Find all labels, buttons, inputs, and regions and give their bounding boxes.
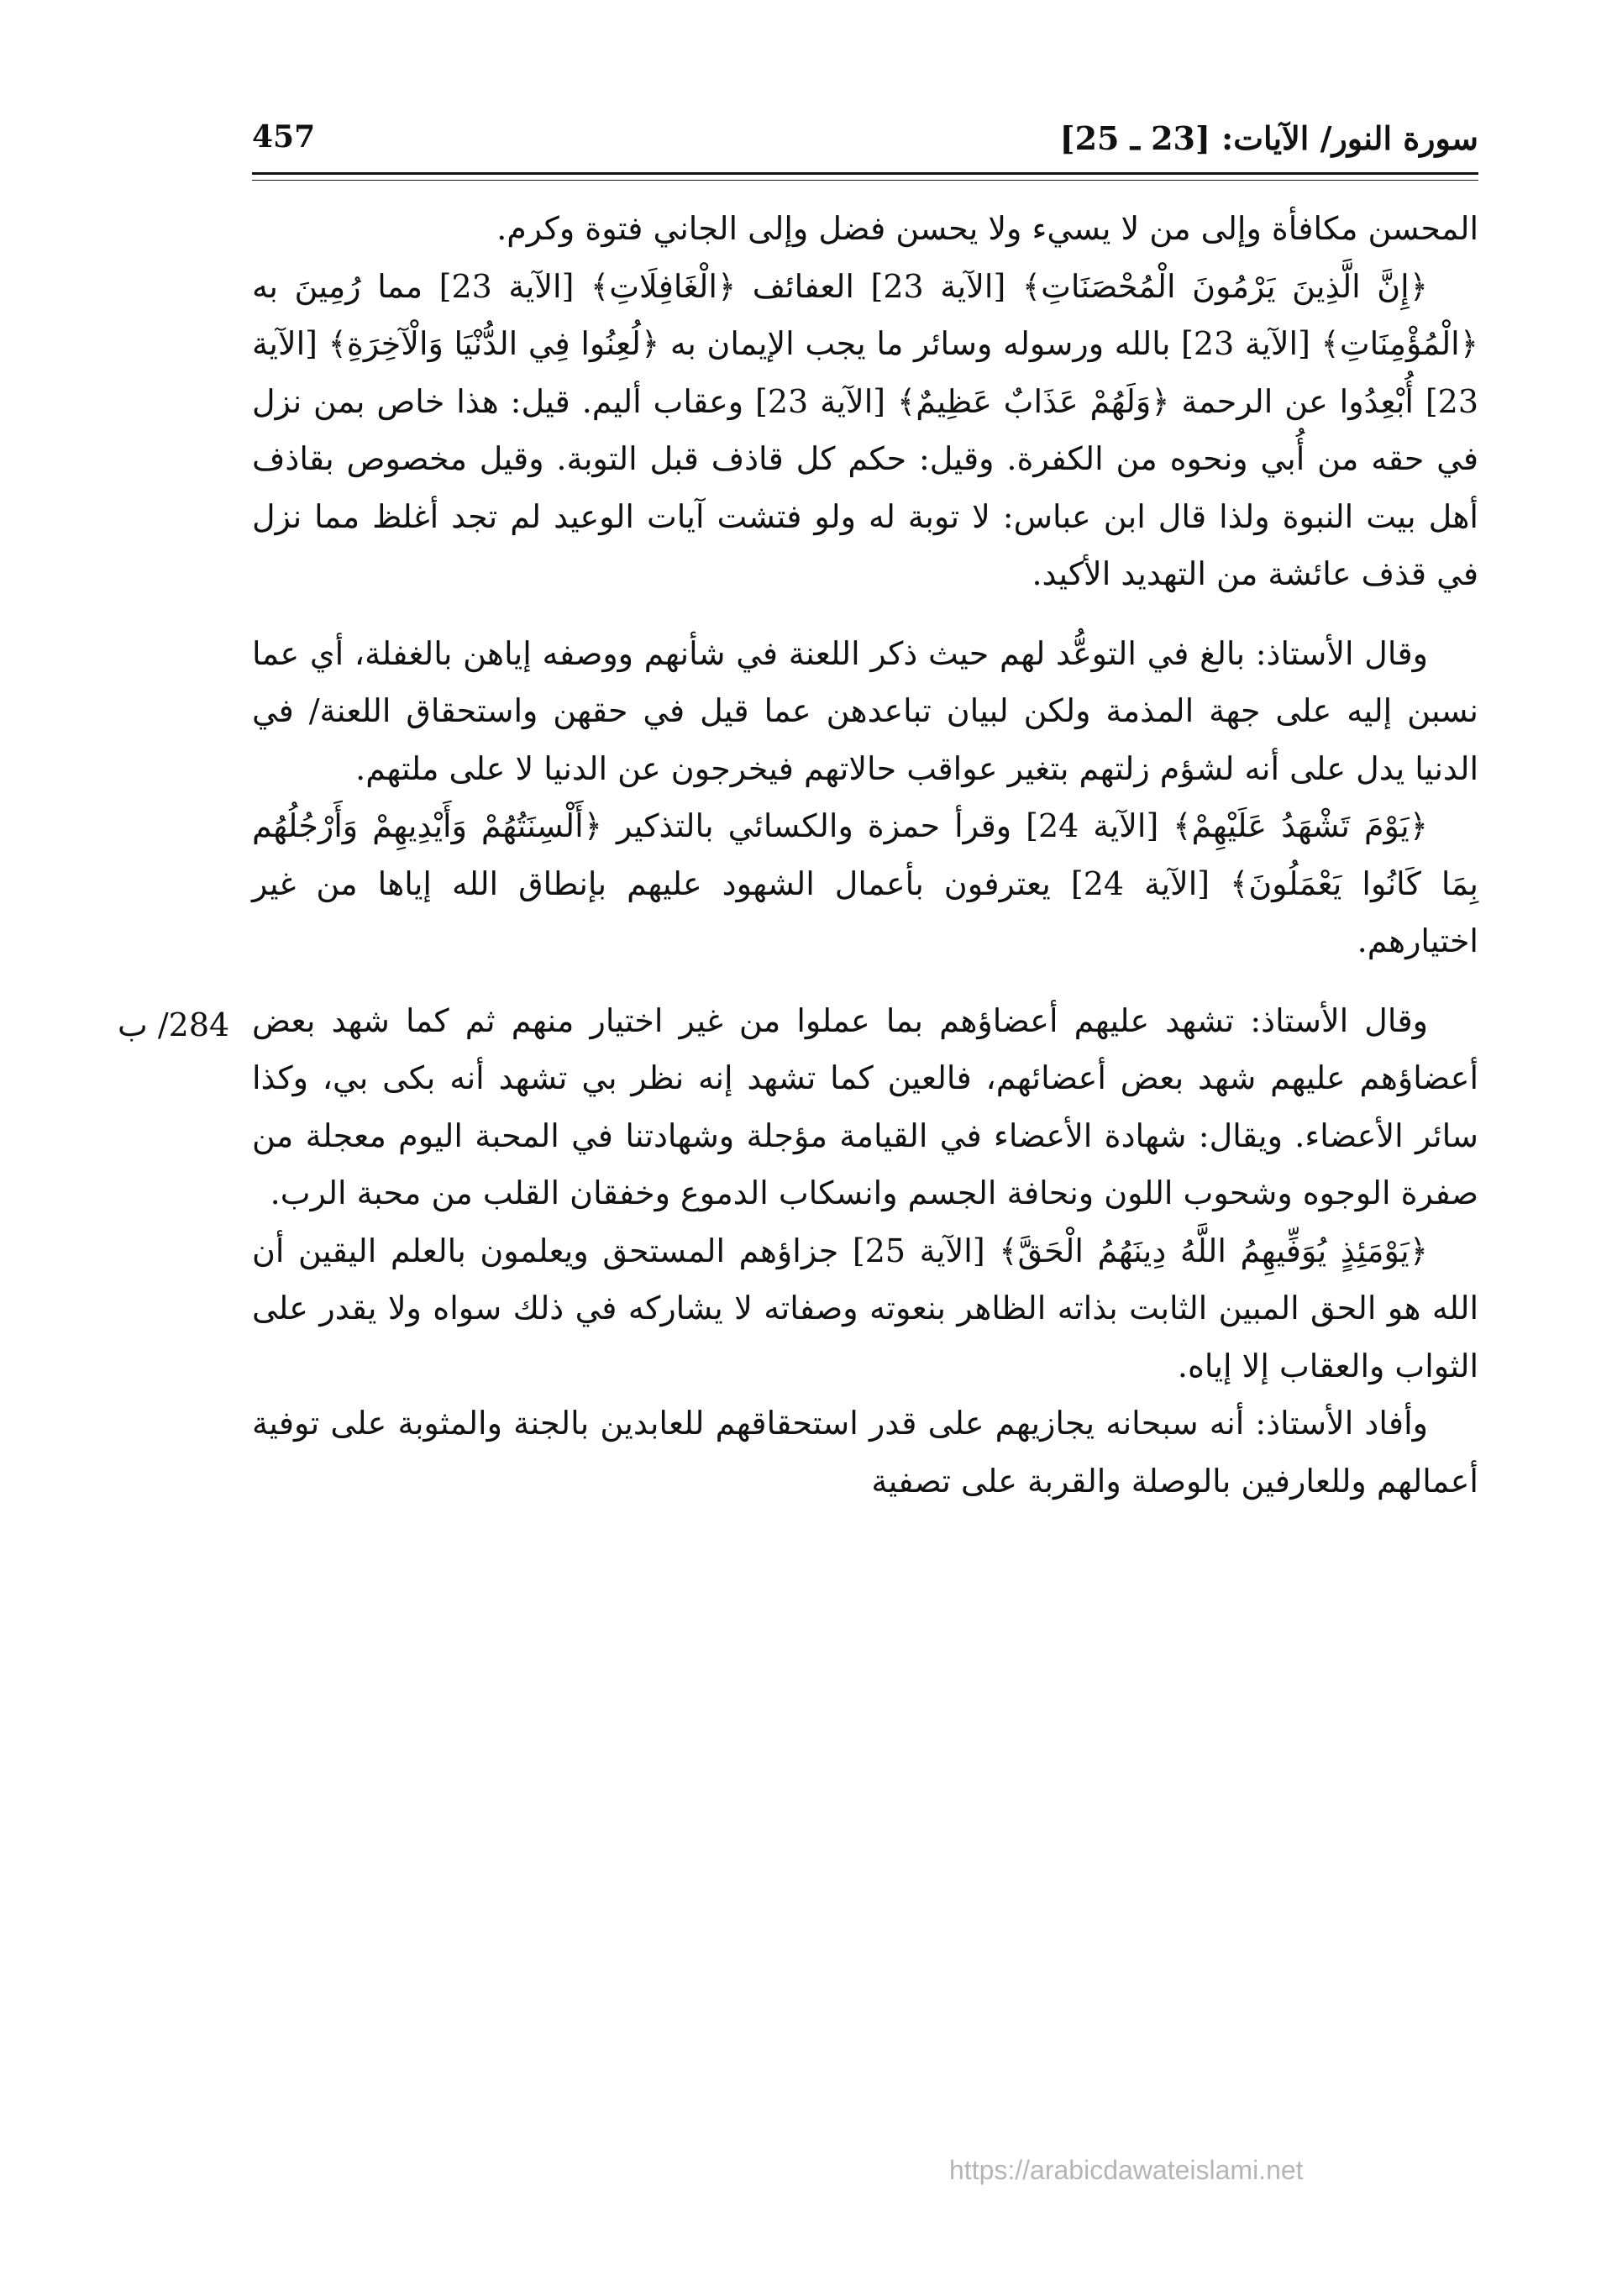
manuscript-folio-note: 284/ ب xyxy=(118,1006,230,1043)
running-title: سورة النور/ الآيات: [23 ـ 25] xyxy=(1059,119,1478,157)
paragraph-2: ﴿إِنَّ الَّذِينَ يَرْمُونَ الْمُحْصَنَاتِ﴾ [الآية 23] العفائف ﴿الْغَافِلَاتِ﴾ [الآية 23] مما رُمِينَ به ﴿الْمُؤْمِنَاتِ﴾ [الآية 23] بالله ورسوله وسائر ما يجب الإيمان به ﴿لُعِنُوا فِي الدُّنْيَا وَالْآخِرَةِ﴾ [الآية 23] أُبْعِدُوا عن الرحمة ﴿وَلَهُمْ عَذَابٌ عَظِيمٌ﴾ [الآية 23] وعقاب أليم. قيل: هذا خاص بمن نزل في حقه من أُبي ونحوه من الكفرة. وقيل: حكم كل قاذف قبل التوبة. وقيل مخصوص بقاذف أهل بيت النبوة ولذا قال ابن عباس: لا توبة له ولو فتشت آيات الوعيد لم تجد أغلظ مما نزل في قذف عائشة من التهديد الأكيد. xyxy=(252,267,1479,592)
paragraph-7: وأفاد الأستاذ: أنه سبحانه يجازيهم على قدر استحقاقهم للعابدين بالجنة والمثوبة على توفية أعمالهم وللعارفين بالوصلة والقربة على تصفية xyxy=(252,1405,1478,1500)
paragraph-6: ﴿يَوْمَئِذٍ يُوَفِّيهِمُ اللَّهُ دِينَهُمُ الْحَقَّ﴾ [الآية 25] جزاؤهم المستحق ويعلمون بالعلم اليقين أن الله هو الحق المبين الثابت بذاته الظاهر بنعوته وصفاته لا يشاركه في ذلك سواه ولا يقدر على الثواب والعقاب إلا إياه. xyxy=(252,1232,1478,1384)
page-number: 457 xyxy=(252,119,316,155)
header-rule-thick xyxy=(252,172,1478,175)
page-header xyxy=(252,119,1478,170)
paragraph-5: وقال الأستاذ: تشهد عليهم أعضاؤهم بما عملوا من غير اختيار منهم ثم كما شهد بعض أعضاؤهم عليهم شهد بعض أعضائهم، فالعين كما تشهد إنه نظر بي تشهد أنه بكى بي، وكذا سائر الأعضاء. ويقال: شهادة الأعضاء في القيامة مؤجلة وشهادتنا في المحبة اليوم معجلة من صفرة الوجوه وشحوب اللون ونحافة الجسم وانسكاب الدموع وخفقان القلب من محبة الرب. xyxy=(252,1001,1478,1211)
header-rule-thin xyxy=(252,180,1478,181)
page-body xyxy=(252,200,1478,1510)
paragraph-1: المحسن مكافأة وإلى من لا يسيء ولا يحسن فضل وإلى الجاني فتوة وكرم. xyxy=(496,210,1478,247)
paragraph-3: وقال الأستاذ: بالغ في التوعُّد لهم حيث ذكر اللعنة في شأنهم ووصفه إياهن بالغفلة، أي عما نسبن إليه على جهة المذمة ولكن لبيان تباعدهن عما قيل في حقهن واستحقاق اللعنة/ في الدنيا يدل على أنه لشؤم زلتهم بتغير عواقب حالاتهم فيخرجون عن الدنيا لا على ملتهم. xyxy=(252,634,1478,787)
watermark-url: https://arabicdawateislami.net xyxy=(949,2155,1304,2185)
paragraph-4: ﴿يَوْمَ تَشْهَدُ عَلَيْهِمْ﴾ [الآية 24] وقرأ حمزة والكسائي بالتذكير ﴿أَلْسِنَتُهُمْ وَأَيْدِيهِمْ وَأَرْجُلُهُم بِمَا كَانُوا يَعْمَلُونَ﴾ [الآية 24] يعترفون بأعمال الشهود عليهم بإنطاق الله إياها من غير اختيارهم. xyxy=(252,807,1478,959)
